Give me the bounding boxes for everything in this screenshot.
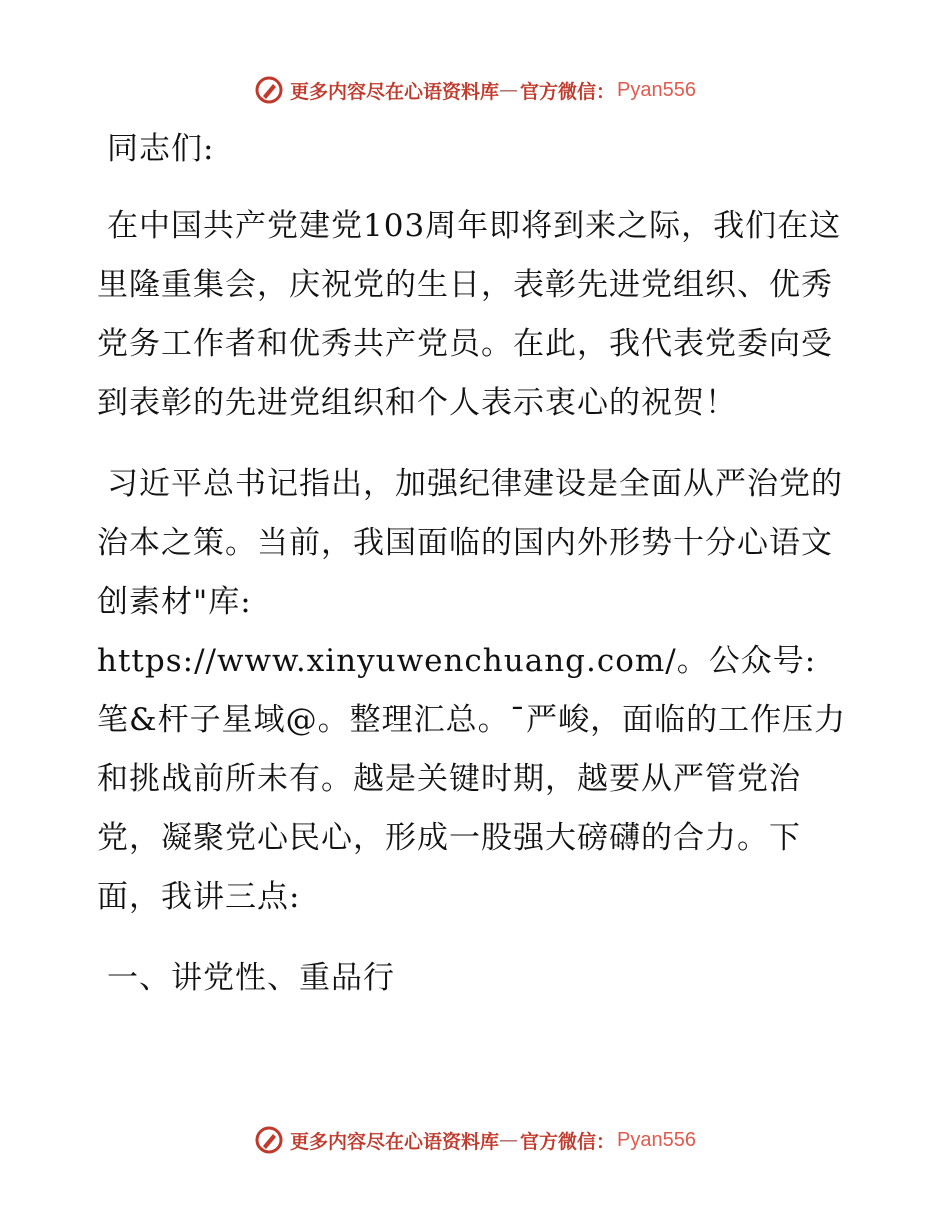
- section-heading-1: 一、讲党性、重品行: [107, 960, 395, 996]
- paragraph-2-part-1: 习近平总书记指出，加强纪律建设是全面从严治党的治本之策。当前，我国面临的国内外形势十分: [97, 466, 843, 561]
- watermark-main-text: 更多内容尽在心语资料库: [290, 80, 500, 103]
- pen-circle-logo-icon: [254, 75, 284, 105]
- watermark-main-text: 更多内容尽在心语资料库: [290, 1130, 500, 1153]
- greeting: 同志们:: [107, 131, 215, 167]
- paragraph-2-part-2: ¯严峻，面临的工作压力和挑战前所未有。越是关键时期，越要从严管党治党，凝聚党心民心，形成一股强大磅礴的合力。下面，我讲三点:: [97, 702, 847, 915]
- watermark-dash: —: [499, 1129, 519, 1151]
- watermark-wechat-label: 官方微信：: [520, 1130, 616, 1153]
- paragraph-1: 在中国共产党建党103周年即将到来之际，我们在这里隆重集会，庆祝党的生日，表彰先进党组织、优秀党务工作者和优秀共产党员。在此，我代表党委向受到表彰的先进党组织和个人表示衷心的祝贺！: [97, 208, 842, 421]
- watermark-wechat-id: Pyan556: [617, 1128, 696, 1151]
- pen-circle-logo-icon: [254, 1125, 284, 1155]
- header-watermark: [0, 70, 950, 110]
- paragraph-2: [97, 455, 857, 927]
- footer-watermark: [0, 1120, 950, 1160]
- watermark-wechat-id: Pyan556: [617, 78, 696, 101]
- document-body: [97, 120, 857, 1030]
- watermark-dash: —: [499, 79, 519, 101]
- paragraph-2-insert: 心语文创素材"库: https://www.xinyuwenchuang.com/。公众号: 笔&杆子星域@。整理汇总。: [97, 525, 833, 738]
- watermark-wechat-label: 官方微信：: [520, 80, 616, 103]
